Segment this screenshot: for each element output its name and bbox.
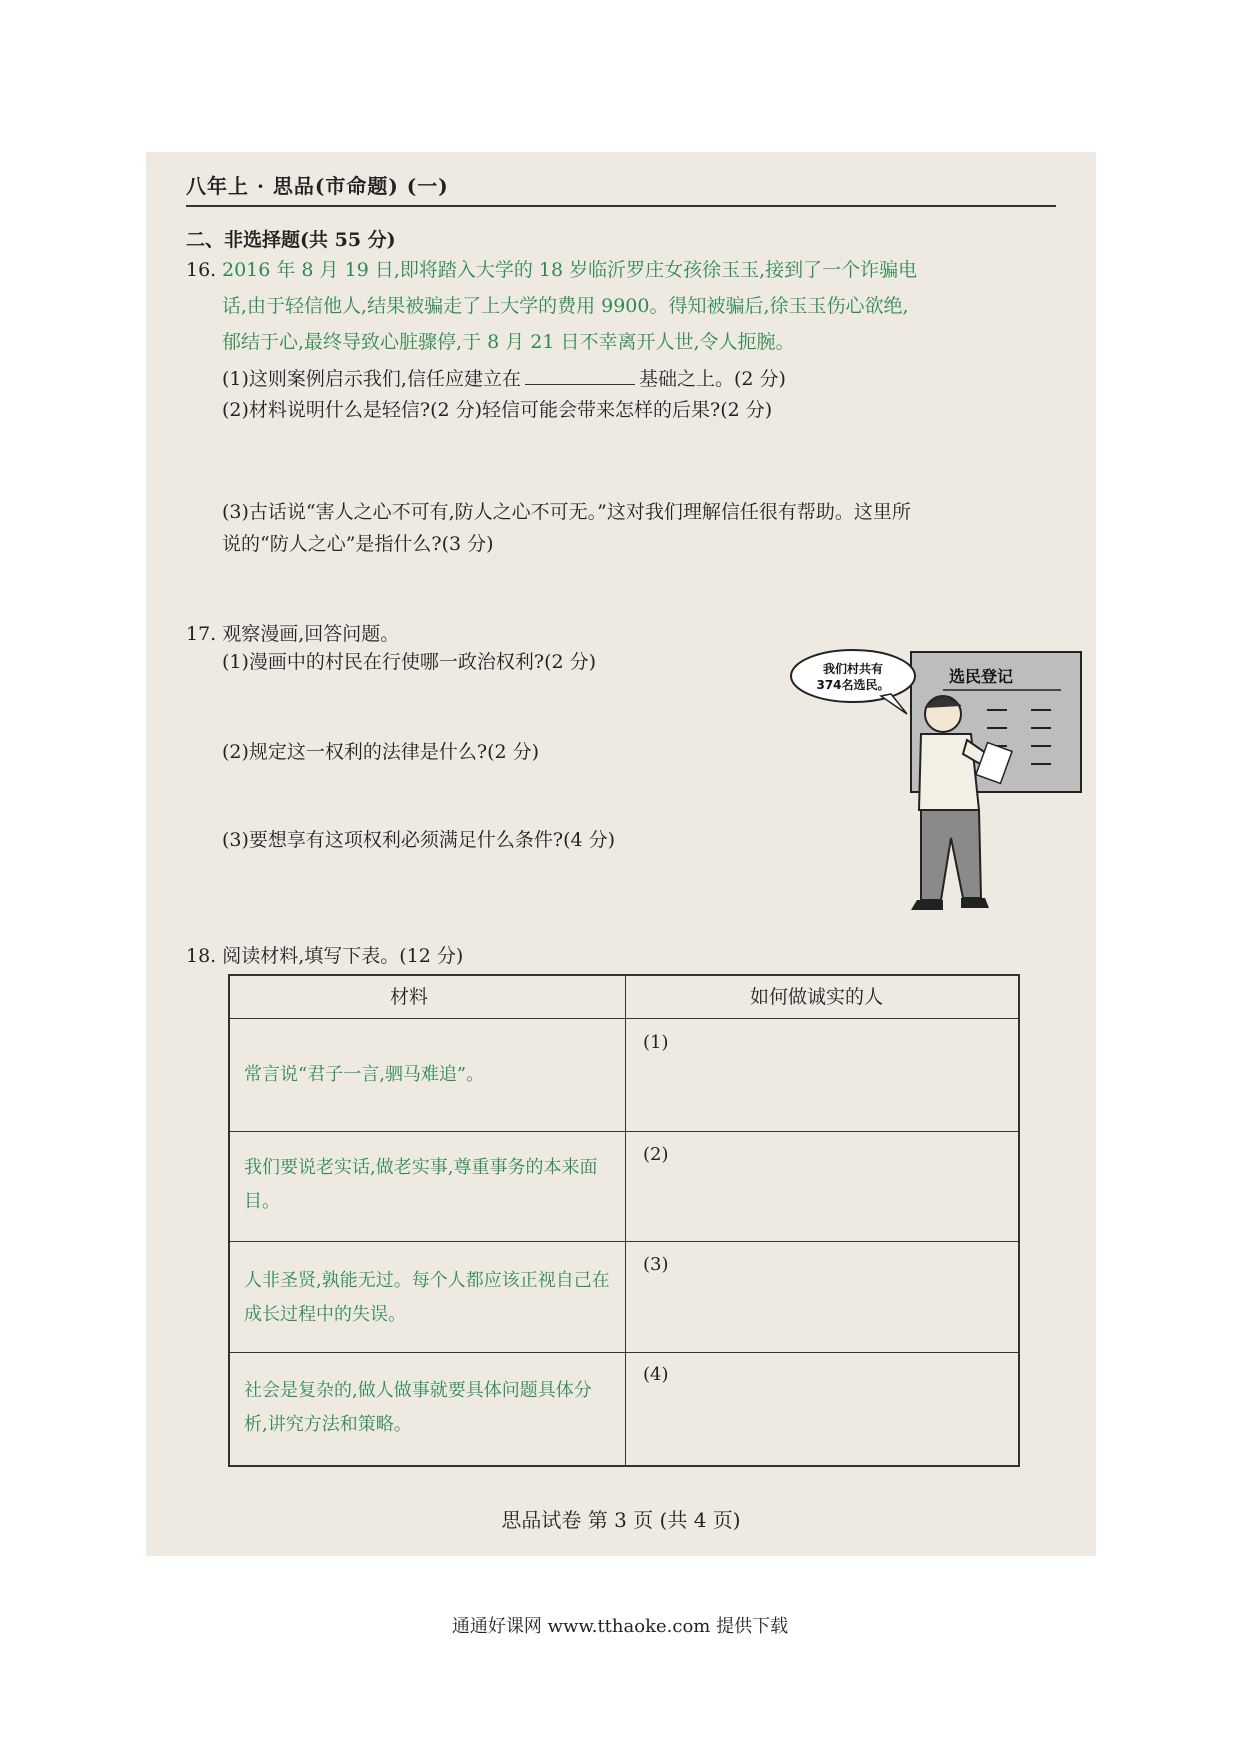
table-row-3-material: 人非圣贤,孰能无过。每个人都应该正视自己在成长过程中的失误。 [244,1270,610,1325]
q16-sub3-line-2: 说的“防人之心”是指什么?(3 分) [222,533,494,555]
table-row-2-answer[interactable]: (2) [643,1144,669,1165]
q16-sub2: (2)材料说明什么是轻信?(2 分)轻信可能会带来怎样的后果?(2 分) [222,399,773,421]
q16-material-line-1: 2016 年 8 月 19 日,即将踏入大学的 18 岁临沂罗庄女孩徐玉玉,接到了一个诈骗电 [222,259,918,281]
table-column-divider [625,976,626,1465]
q16-sub1-text-after: 基础之上。(2 分) [638,368,786,390]
page-header-title: 八年上 · 思品(市命题) (一) [186,174,449,198]
download-credit: 通通好课网 www.tthaoke.com 提供下载 [451,1616,789,1637]
q17-sub1: (1)漫画中的村民在行使哪一政治权利?(2 分) [222,651,597,673]
header-rule [186,205,1056,207]
table-row-2-material: 我们要说老实话,做老实事,尊重事务的本来面目。 [244,1157,598,1212]
comic-speech-bubble [791,650,915,702]
q18-table [228,974,1020,1467]
voter-registration-comic [731,638,1091,938]
q17-sub2: (2)规定这一权利的法律是什么?(2 分) [222,741,540,763]
table-row-1-material: 常言说“君子一言,驷马难追”。 [244,1064,485,1085]
table-header-honesty: 如何做诚实的人 [750,986,884,1008]
table-header-material: 材料 [390,986,429,1008]
table-row-4-answer[interactable]: (4) [643,1364,669,1385]
comic-speech-line-2: 374名选民。 [816,678,890,692]
q16-material-line-2: 话,由于轻信他人,结果被骗走了上大学的费用 9900。得知被骗后,徐玉玉伤心欲绝, [222,295,909,317]
q16-sub1-text: (1)这则案例启示我们,信任应建立在 [222,368,521,390]
exam-page [146,152,1096,1556]
table-row-4-material: 社会是复杂的,做人做事就要具体问题具体分析,讲究方法和策略。 [244,1380,592,1435]
table-row-3-answer[interactable]: (3) [643,1254,669,1275]
q16-sub3-line-1: (3)古话说“害人之心不可有,防人之心不可无。”这对我们理解信任很有帮助。这里所 [222,501,911,523]
q18-stem: 18. 阅读材料,填写下表。(12 分) [186,945,464,967]
q16-answer-blank[interactable] [525,366,635,385]
comic-board-title: 选民登记 [949,667,1014,686]
page-footer: 思品试卷 第 3 页 (共 4 页) [501,1508,741,1532]
q17-stem: 17. 观察漫画,回答问题。 [186,623,400,645]
section-title: 二、非选择题(共 55 分) [186,229,396,251]
q16-number: 16. [186,259,217,281]
comic-speech-line-1: 我们村共有 [822,662,884,676]
q17-sub3: (3)要想享有这项权利必须满足什么条件?(4 分) [222,829,616,851]
q16-sub1 [222,366,786,392]
table-row-1-answer[interactable]: (1) [643,1032,669,1053]
q16-material-line-3: 郁结于心,最终导致心脏骤停,于 8 月 21 日不幸离开人世,令人扼腕。 [222,331,795,353]
